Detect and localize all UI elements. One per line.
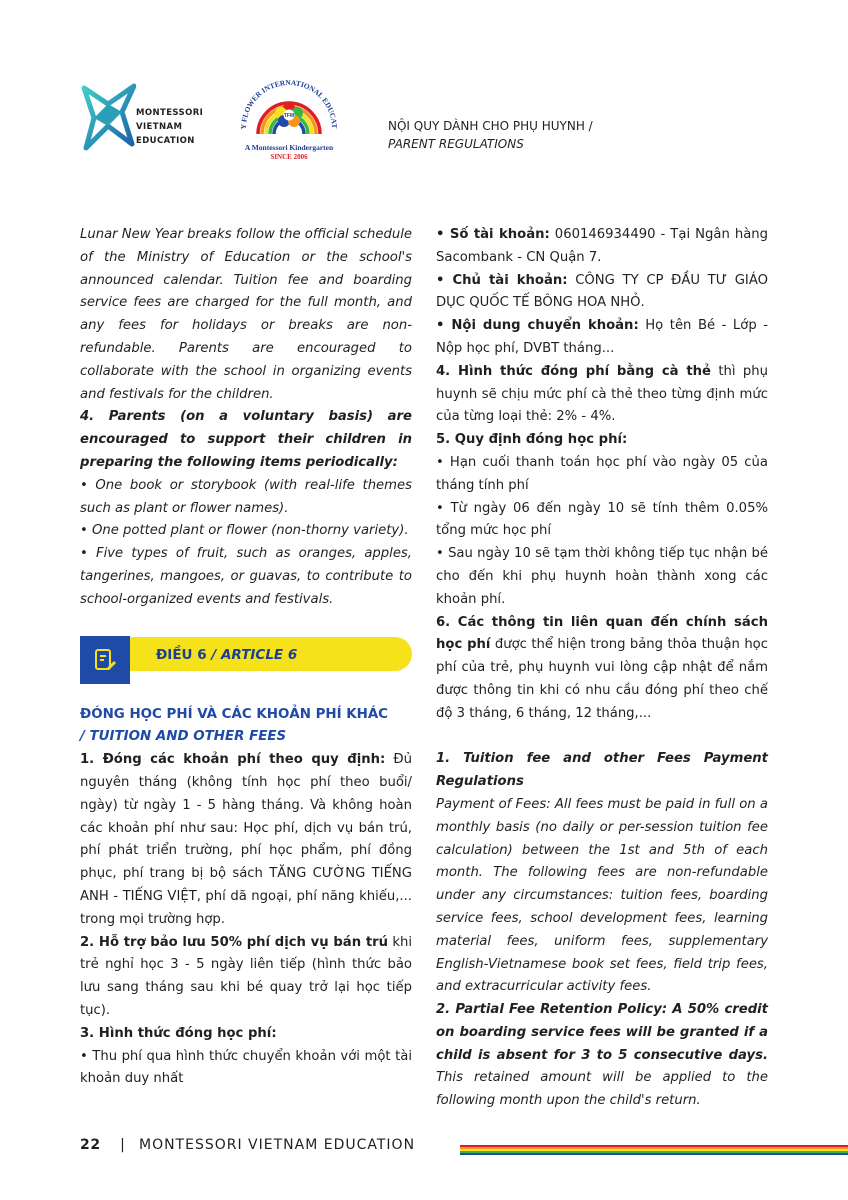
item4-bullet-1: • One book or storybook (with real-life themes such as plant or flower names). — [80, 477, 412, 516]
fee-rule-3-heading: 3. Hình thức đóng học phí: — [80, 1025, 277, 1041]
right-column — [436, 224, 768, 1113]
fee-rule-2-text: khi trẻ nghỉ học 3 - 5 ngày liên tiếp (hình thức bảo lưu sang tháng sau khi bé quay trở lại học tiếp tục). — [80, 934, 412, 1018]
fee-rule-2-label: 2. Hỗ trợ bảo lưu 50% phí dịch vụ bán trú — [80, 934, 389, 950]
page-header-title — [388, 117, 593, 153]
spacer — [436, 726, 768, 749]
document-edit-icon — [93, 648, 117, 672]
header-title-vi: NỘI QUY DÀNH CHO PHỤ HUYNH / — [388, 119, 593, 133]
fee-rule-1 — [80, 749, 412, 931]
logo-since: SINCE 2006 — [270, 153, 308, 161]
account-number-value: 060146934490 - Tại Ngân hàng Sacombank - CN Quận 7. — [436, 227, 769, 265]
logo-tagline: A Montessori Kindergarten — [244, 143, 334, 152]
account-owner-label: • Chủ tài khoản: — [436, 272, 568, 288]
fee-rule-5-bullet-2: • Từ ngày 06 đến ngày 10 sẽ tính thêm 0.05% tổng mức học phí — [436, 500, 768, 539]
montessori-vietnam-logo — [78, 82, 208, 154]
tiny-flower-emblem-icon — [236, 68, 342, 144]
section-title-en: / TUITION AND OTHER FEES — [80, 729, 287, 745]
tiny-flower-logo — [236, 68, 342, 168]
header-title-en: PARENT REGULATIONS — [388, 137, 524, 151]
fee-rule-6-text: được thể hiện trong bảng thỏa thuận học phí của trẻ, phụ huynh vui lòng cập nhật để nắm được thông tin khi có nhu cầu đóng phí theo chế độ 3 tháng, 6 tháng, 12 tháng,... — [436, 637, 768, 721]
item4-bullet-2: • One potted plant or flower (non-thorny variety). — [80, 523, 409, 539]
account-number-label: • Số tài khoản: — [436, 227, 550, 242]
fee-rule-1-text: Đủ nguyên tháng (không tính học phí theo buổi/ ngày) từ ngày 1 - 5 hàng tháng. Và không hoàn các khoản phí như sau: Học phí, dịch vụ bán trú, phí phát triển trường, phí học phẩm, phí đồng phục, phí trang bị bộ sách TĂNG CƯỜNG TIẾNG ANH - TIẾNG VIỆT, phí dã ngoại, phí năng khiếu,... trong mọi trường hợp. — [80, 752, 412, 927]
left-column — [80, 224, 412, 1091]
en-rule-2-text: This retained amount will be applied to the following month upon the child's return. — [436, 1070, 768, 1109]
fee-rule-5-bullet-3: • Sau ngày 10 sẽ tạm thời không tiếp tục nhận bé cho đến khi phụ huynh hoàn thành xong các khoản phí. — [436, 546, 768, 607]
account-owner — [436, 270, 768, 316]
fee-rule-4 — [436, 361, 768, 429]
star-logo-icon — [78, 82, 136, 154]
transfer-content — [436, 315, 768, 361]
logo-center-text: TFM — [283, 113, 295, 119]
fee-rule-1-label: 1. Đóng các khoản phí theo quy định: — [80, 752, 386, 768]
fee-rule-3-text: • Thu phí qua hình thức chuyển khoản với một tài khoản duy nhất — [80, 1048, 412, 1087]
logo-line-1: MONTESSORI — [136, 108, 204, 118]
fee-rule-5-heading: 5. Quy định đóng học phí: — [436, 432, 628, 448]
banner-icon-box — [80, 636, 130, 684]
fee-rule-4-label: 4. Hình thức đóng phí bằng cà thẻ — [436, 363, 711, 379]
fee-rule-6-label: 6. Các thông tin liên quan đến chính sách học phí — [436, 614, 768, 653]
account-owner-value: CÔNG TY CP ĐẦU TƯ GIÁO DỤC QUỐC TẾ BÔNG HOA NHỎ. — [436, 272, 768, 311]
intro-paragraph: Lunar New Year breaks follow the official schedule of the Ministry of Education or the school's announced calendar. Tuition fee and boarding service fees are charged for the full month, and any fees for holidays or breaks are non-refundable. Parents are encouraged to collaborate with the school in organizing events and festivals for the children. — [80, 227, 412, 402]
article-label — [156, 644, 297, 667]
footer-separator: | — [120, 1137, 126, 1153]
en-rule-2-label: 2. Partial Fee Retention Policy: A 50% credit on boarding service fees will be granted if a child is absent for 3 to 5 consecutive days. — [436, 1002, 768, 1063]
fee-rule-2 — [80, 932, 412, 1023]
article-6-banner — [80, 636, 412, 684]
account-number — [436, 224, 768, 270]
footer-rainbow-stripes — [460, 1145, 848, 1155]
fee-rule-4-text: thì phụ huynh sẽ chịu mức phí cà thẻ theo từng định mức của từng loại thẻ: 2% - 4%. — [436, 363, 768, 425]
transfer-content-label: • Nội dung chuyển khoản: — [436, 318, 639, 334]
page-footer — [80, 1137, 415, 1153]
section-title-vi: ĐÓNG HỌC PHÍ VÀ CÁC KHOẢN PHÍ KHÁC — [80, 706, 389, 722]
fee-rule-5-bullet-1: • Hạn cuối thanh toán học phí vào ngày 05 của tháng tính phí — [436, 454, 768, 493]
section-title — [80, 704, 412, 750]
logo-line-3: EDUCATION — [136, 136, 195, 146]
en-rule-2 — [436, 999, 768, 1113]
logo-arc-text: Y FLOWER INTERNATIONAL EDUCAT — [238, 77, 340, 130]
logo-line-2: VIETNAM — [136, 122, 183, 132]
en-rule-1-text: Payment of Fees: All fees must be paid in full on a monthly basis (no daily or per-session tuition fee calculation) between the 1st and 5th of each month. The following fees are non-refundable under any circumstances: tuition fees, boarding service fees, school development fees, learning material fees, uniform fees, supplementary English-Vietnamese book set fees, field trip fees, and extracurricular activity fees. — [436, 796, 768, 995]
transfer-content-value: Họ tên Bé - Lớp - Nộp học phí, DVBT tháng... — [436, 318, 769, 356]
article-label-en: / ARTICLE 6 — [211, 646, 298, 663]
item4-heading: 4. Parents (on a voluntary basis) are encouraged to support their children in preparing the following items periodically: — [80, 409, 412, 470]
footer-text: MONTESSORI VIETNAM EDUCATION — [138, 1137, 416, 1153]
fee-rule-6 — [436, 612, 768, 726]
logo-brand-text — [136, 106, 203, 148]
article-label-vi: ĐIỀU 6 — [156, 646, 207, 663]
en-rule-1-heading: 1. Tuition fee and other Fees Payment Regulations — [436, 751, 768, 790]
item4-bullet-3: • Five types of fruit, such as oranges, apples, tangerines, mangoes, or guavas, to contribute to school-organized events and festivals. — [80, 546, 412, 607]
page-number: 22 — [80, 1137, 101, 1153]
